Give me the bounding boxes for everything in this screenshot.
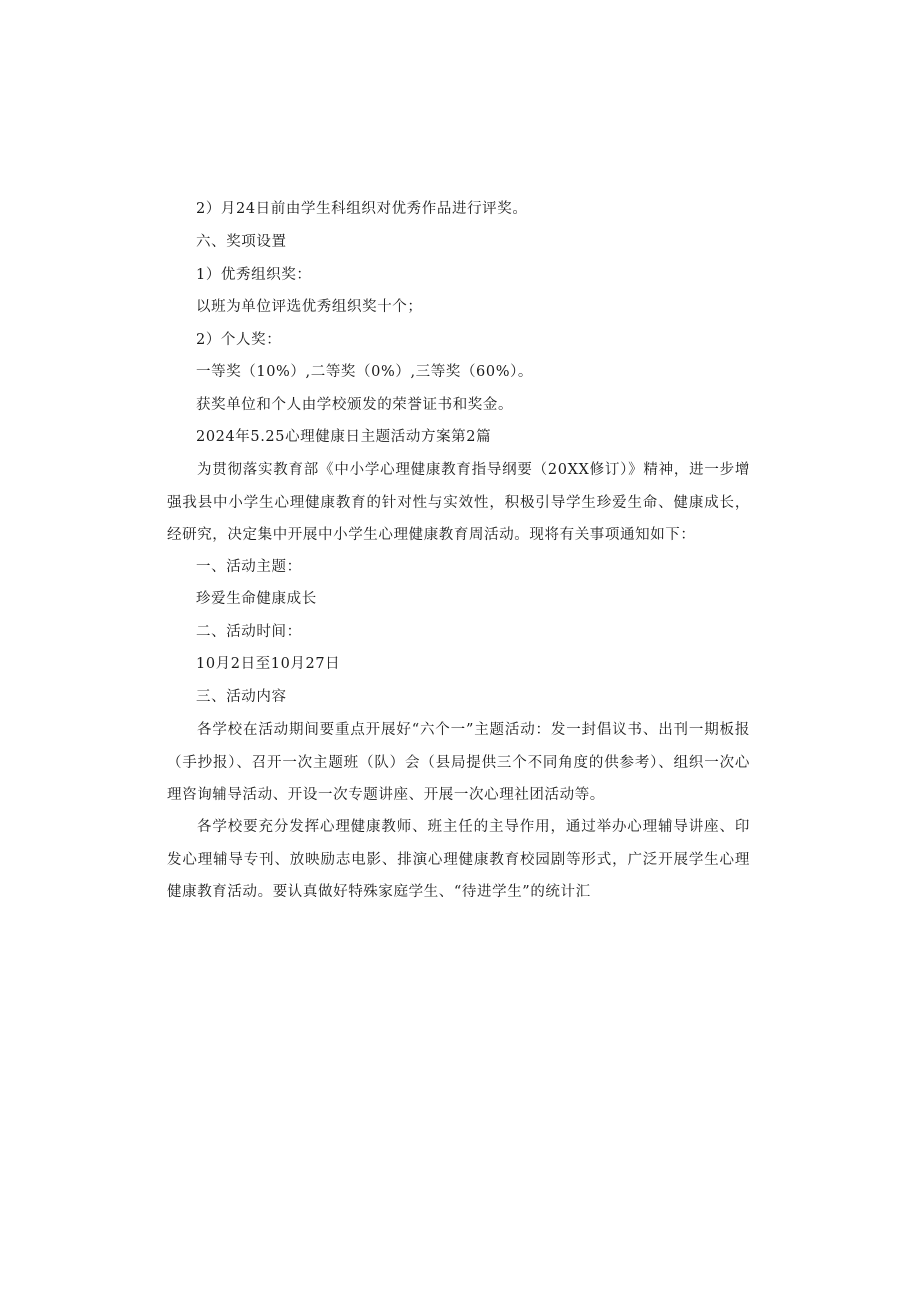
text-line-award-ratios: 一等奖（10%）,二等奖（0%）,三等奖（60%）。 bbox=[196, 364, 534, 380]
text-line-award-certificates: 获奖单位和个人由学校颁发的荣誉证书和奖金。 bbox=[196, 397, 514, 413]
text-line-award-review: 2）月24日前由学生科组织对优秀作品进行评奖。 bbox=[196, 201, 528, 217]
text-line-individual-award: 2）个人奖： bbox=[196, 332, 282, 348]
text-line-org-award-detail: 以班为单位评选优秀组织奖十个； bbox=[196, 299, 423, 315]
section-heading-time: 二、活动时间： bbox=[196, 624, 302, 640]
section-heading-theme: 一、活动主题： bbox=[196, 559, 302, 575]
paragraph-intro: 为贯彻落实教育部《中小学心理健康教育指导纲要（20XX修订）》精神，进一步增强我县中小学生心理健康教育的针对性与实效性，积极引导学生珍爱生命、健康成长，经研究，决定集中开展中小学生心理健康教育周活动。现将有关事项通知如下： bbox=[167, 462, 750, 543]
paragraph-content-1: 各学校在活动期间要重点开展好“六个一”主题活动：发一封倡议书、出刊一期板报（手抄报）、召开一次主题班（队）会（县局提供三个不同角度的供参考）、组织一次心理咨询辅导活动、开设一次专题讲座、开展一次心理社团活动等。 bbox=[167, 722, 750, 803]
section-heading-content: 三、活动内容 bbox=[196, 689, 287, 705]
paragraph-content-2: 各学校要充分发挥心理健康教师、班主任的主导作用，通过举办心理辅导讲座、印发心理辅导专刊、放映励志电影、排演心理健康教育校园剧等形式，广泛开展学生心理健康教育活动。要认真做好特殊家庭学生、“待进学生”的统计汇 bbox=[167, 819, 750, 900]
section-heading-awards: 六、奖项设置 bbox=[196, 234, 287, 250]
text-line-time: 10月2日至10月27日 bbox=[196, 656, 341, 672]
text-line-org-award: 1）优秀组织奖： bbox=[196, 267, 312, 283]
text-line-theme: 珍爱生命健康成长 bbox=[196, 591, 317, 607]
document-title-part2: 2024年5.25心理健康日主题活动方案第2篇 bbox=[196, 429, 492, 445]
